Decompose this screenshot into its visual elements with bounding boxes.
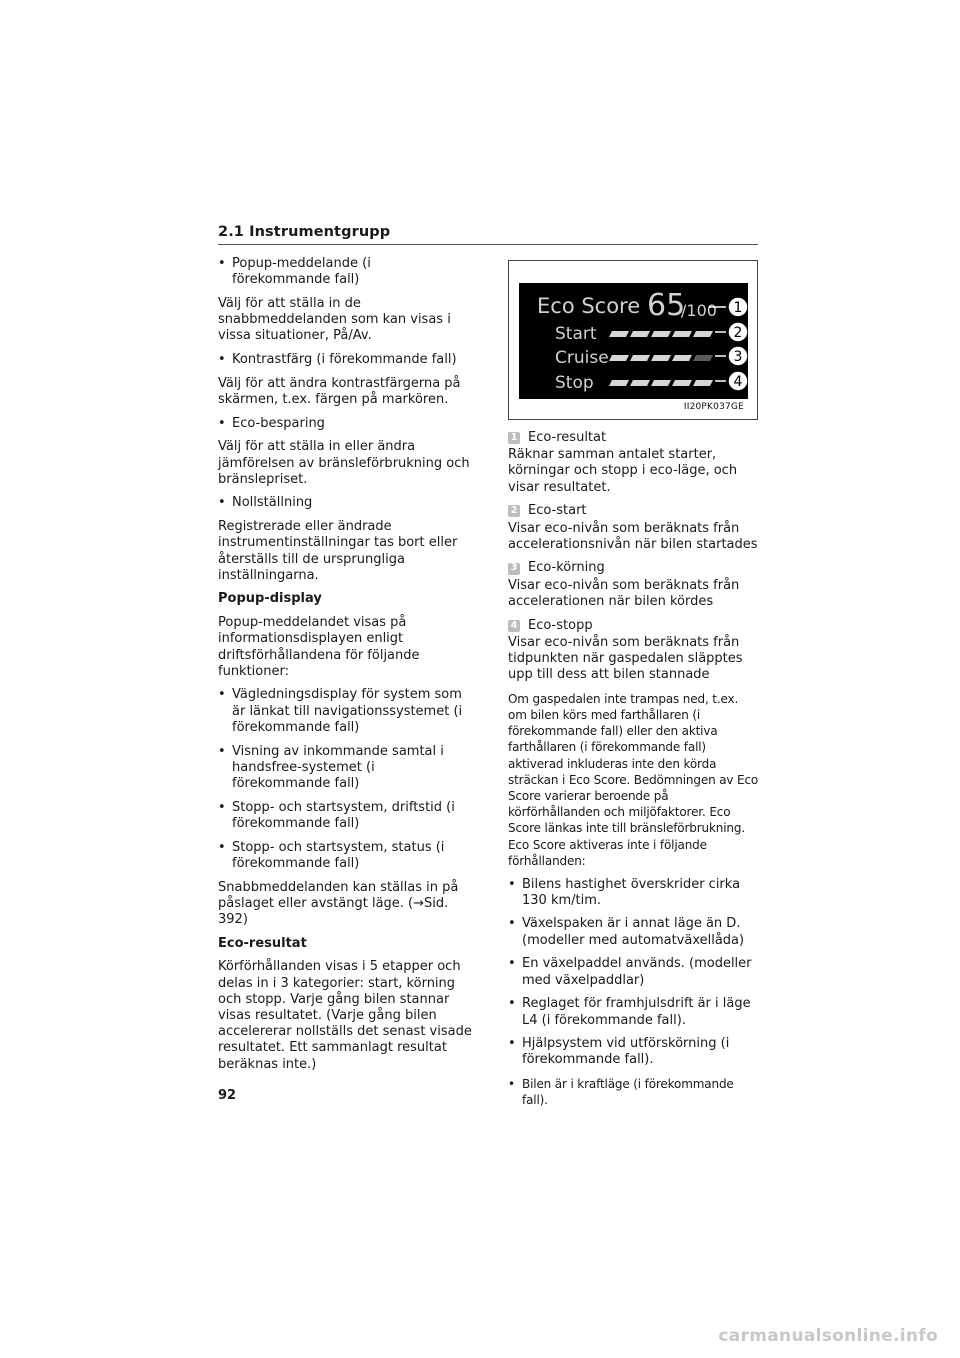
- numbered-heading-label: Eco-körning: [528, 560, 605, 576]
- eco-score-figure: [508, 260, 758, 420]
- eco-level-segment: [672, 355, 692, 361]
- header-divider: [218, 244, 758, 245]
- bullet-item: [218, 687, 472, 736]
- numbered-heading: [508, 430, 760, 446]
- subheading: Popup-display: [218, 591, 322, 607]
- bullet-item: [508, 916, 760, 948]
- paragraph: Visar eco-nivån som beräknats från accelerationen när bilen kördes: [508, 577, 740, 609]
- figure-code: II20PK037GE: [683, 401, 744, 412]
- eco-score-screen: [519, 283, 748, 399]
- left-column: [218, 256, 472, 1080]
- callout-number: 1: [733, 300, 743, 316]
- paragraph: Popup-meddelandet visas på informationsdisplayen enligt driftsförhållandena för följande funktioner:: [218, 615, 420, 679]
- bullet-text: • Reglaget för framhjulsdrift är i läge L4 (i förekommande fall).: [522, 996, 751, 1028]
- numbered-heading-label: Eco-stopp: [528, 617, 593, 633]
- eco-level-segment: [630, 380, 650, 386]
- bullet-item: [508, 877, 760, 909]
- bullet-item: [218, 352, 472, 368]
- bullet-text: • En växelpaddel används. (modeller med växelpaddlar): [522, 956, 752, 988]
- bullet-item: [508, 996, 760, 1028]
- eco-rows: [555, 324, 713, 393]
- eco-level-segment: [672, 331, 692, 337]
- bullet-item: [218, 495, 472, 511]
- note-paragraph: Om gaspedalen inte trampas ned, t.ex. om bilen körs med farthållaren (i förekommande fall) eller den aktiva farthållaren (i förekommande fall) aktiverad inkluderas inte den körda sträckan i Eco Score. Bedömningen av Eco Score varierar beroende på körförhållanden och miljöfaktorer. Eco Score länkas inte till bränsleförbrukning. Eco Score aktiveras inte i följande förhållanden:: [508, 691, 759, 868]
- number-badge: 4: [508, 620, 520, 632]
- eco-score-title: Eco Score: [537, 294, 641, 318]
- bullet-text: • Hjälpsystem vid utförskörning (i förekommande fall).: [522, 1036, 730, 1068]
- right-column-body: [508, 430, 760, 1109]
- bullet-item: [218, 256, 472, 288]
- numbered-heading: [508, 560, 760, 576]
- bullet-item: [508, 956, 760, 988]
- number-badge: 3: [508, 563, 520, 575]
- callout-number: 3: [733, 349, 743, 365]
- paragraph: Visar eco-nivån som beräknats från accelerationsnivån när bilen startades: [508, 520, 758, 552]
- paragraph: Visar eco-nivån som beräknats från tidpunkten när gaspedalen släpptes upp till dess att bilen stannade: [508, 634, 743, 683]
- bullet-text: • Stopp- och startsystem, driftstid (i förekommande fall): [232, 799, 455, 831]
- numbered-heading: [508, 618, 760, 634]
- bullet-item: [218, 416, 472, 432]
- bullet-text: • Vägledningsdisplay för system som är länkat till navigationssystemet (i förekommande fall): [232, 687, 463, 735]
- callout-number: 2: [733, 325, 743, 341]
- paragraph: Välj för att ställa in de snabbmeddelanden som kan visas i vissa situationer, På/Av.: [218, 295, 451, 344]
- bullet-text: • Visning av inkommande samtal i handsfree-systemet (i förekommande fall): [232, 743, 444, 791]
- eco-level-segment: [609, 331, 629, 337]
- bullet-item: [218, 840, 472, 872]
- eco-row-label: Start: [555, 324, 597, 344]
- page-header: [218, 224, 758, 240]
- bullet-text: • Bilen är i kraftläge (i förekommande fall).: [522, 1077, 734, 1108]
- bullet-text: • Stopp- och startsystem, status (i förekommande fall): [232, 839, 445, 871]
- eco-score-display: [519, 283, 748, 399]
- bullet-text: • Nollställning: [232, 495, 313, 511]
- eco-row-label: Cruise: [555, 348, 609, 368]
- eco-level-segment: [609, 355, 629, 361]
- bullet-text: • Växelspaken är i annat läge än D. (modeller med automatväxellåda): [522, 916, 745, 948]
- eco-level-segment: [651, 355, 671, 361]
- bullet-item: [508, 1036, 760, 1068]
- subheading: Eco-resultat: [218, 935, 307, 951]
- watermark: carmanualsonline.info: [718, 1326, 938, 1346]
- eco-level-segment: [651, 380, 671, 386]
- bullet-item: [508, 1076, 760, 1108]
- numbered-heading-label: Eco-start: [528, 503, 587, 519]
- number-badge: 2: [508, 505, 520, 517]
- bullet-item: [218, 744, 472, 793]
- paragraph: Välj för att ändra kontrastfärgerna på skärmen, t.ex. färgen på markören.: [218, 375, 461, 407]
- bullet-text: • Bilens hastighet överskrider cirka 130 km/tim.: [522, 876, 741, 908]
- bullet-text: • Popup-meddelande (i förekommande fall): [232, 256, 371, 288]
- eco-level-segment: [672, 380, 692, 386]
- eco-level-segment: [693, 380, 713, 386]
- numbered-heading-label: Eco-resultat: [528, 430, 607, 445]
- number-badge: 1: [508, 432, 520, 444]
- section-title: 2.1 Instrumentgrupp: [218, 224, 391, 240]
- bullet-text: • Eco-besparing: [232, 415, 325, 431]
- page-number: 92: [218, 1088, 237, 1103]
- eco-row-label: Stop: [555, 373, 594, 393]
- bullet-item: [218, 800, 472, 832]
- eco-level-segment: [693, 331, 713, 337]
- eco-score-max: /100: [681, 301, 717, 320]
- eco-level-segment: [630, 355, 650, 361]
- paragraph: Snabbmeddelanden kan ställas in på påslaget eller avstängt läge. (→Sid. 392): [218, 879, 459, 927]
- paragraph: Välj för att ställa in eller ändra jämförelsen av bränsleförbrukning och bränslepriset.: [218, 439, 470, 487]
- eco-level-segment: [630, 331, 650, 337]
- callout-number: 4: [733, 374, 743, 390]
- right-column: [508, 256, 760, 1116]
- eco-level-segment: [609, 380, 629, 386]
- paragraph: Körförhållanden visas i 5 etapper och delas in i 3 kategorier: start, körning och stopp. Varje gång bilen stannar visas resultatet. (Varje gång bilen accelererar nollställs det senast visade resultatet. Ett sammanlagt resultat beräknas inte.): [218, 959, 472, 1072]
- paragraph: Räknar samman antalet starter, körningar och stopp i eco-läge, och visar resultatet.: [508, 447, 738, 495]
- numbered-heading: [508, 503, 760, 519]
- eco-level-segment: [693, 355, 713, 361]
- eco-level-segment: [651, 331, 671, 337]
- paragraph: Registrerade eller ändrade instrumentinställningar tas bort eller återställs till de ursprungliga inställningarna.: [218, 519, 458, 583]
- bullet-text: • Kontrastfärg (i förekommande fall): [232, 352, 457, 368]
- eco-score-value: 65: [647, 288, 686, 323]
